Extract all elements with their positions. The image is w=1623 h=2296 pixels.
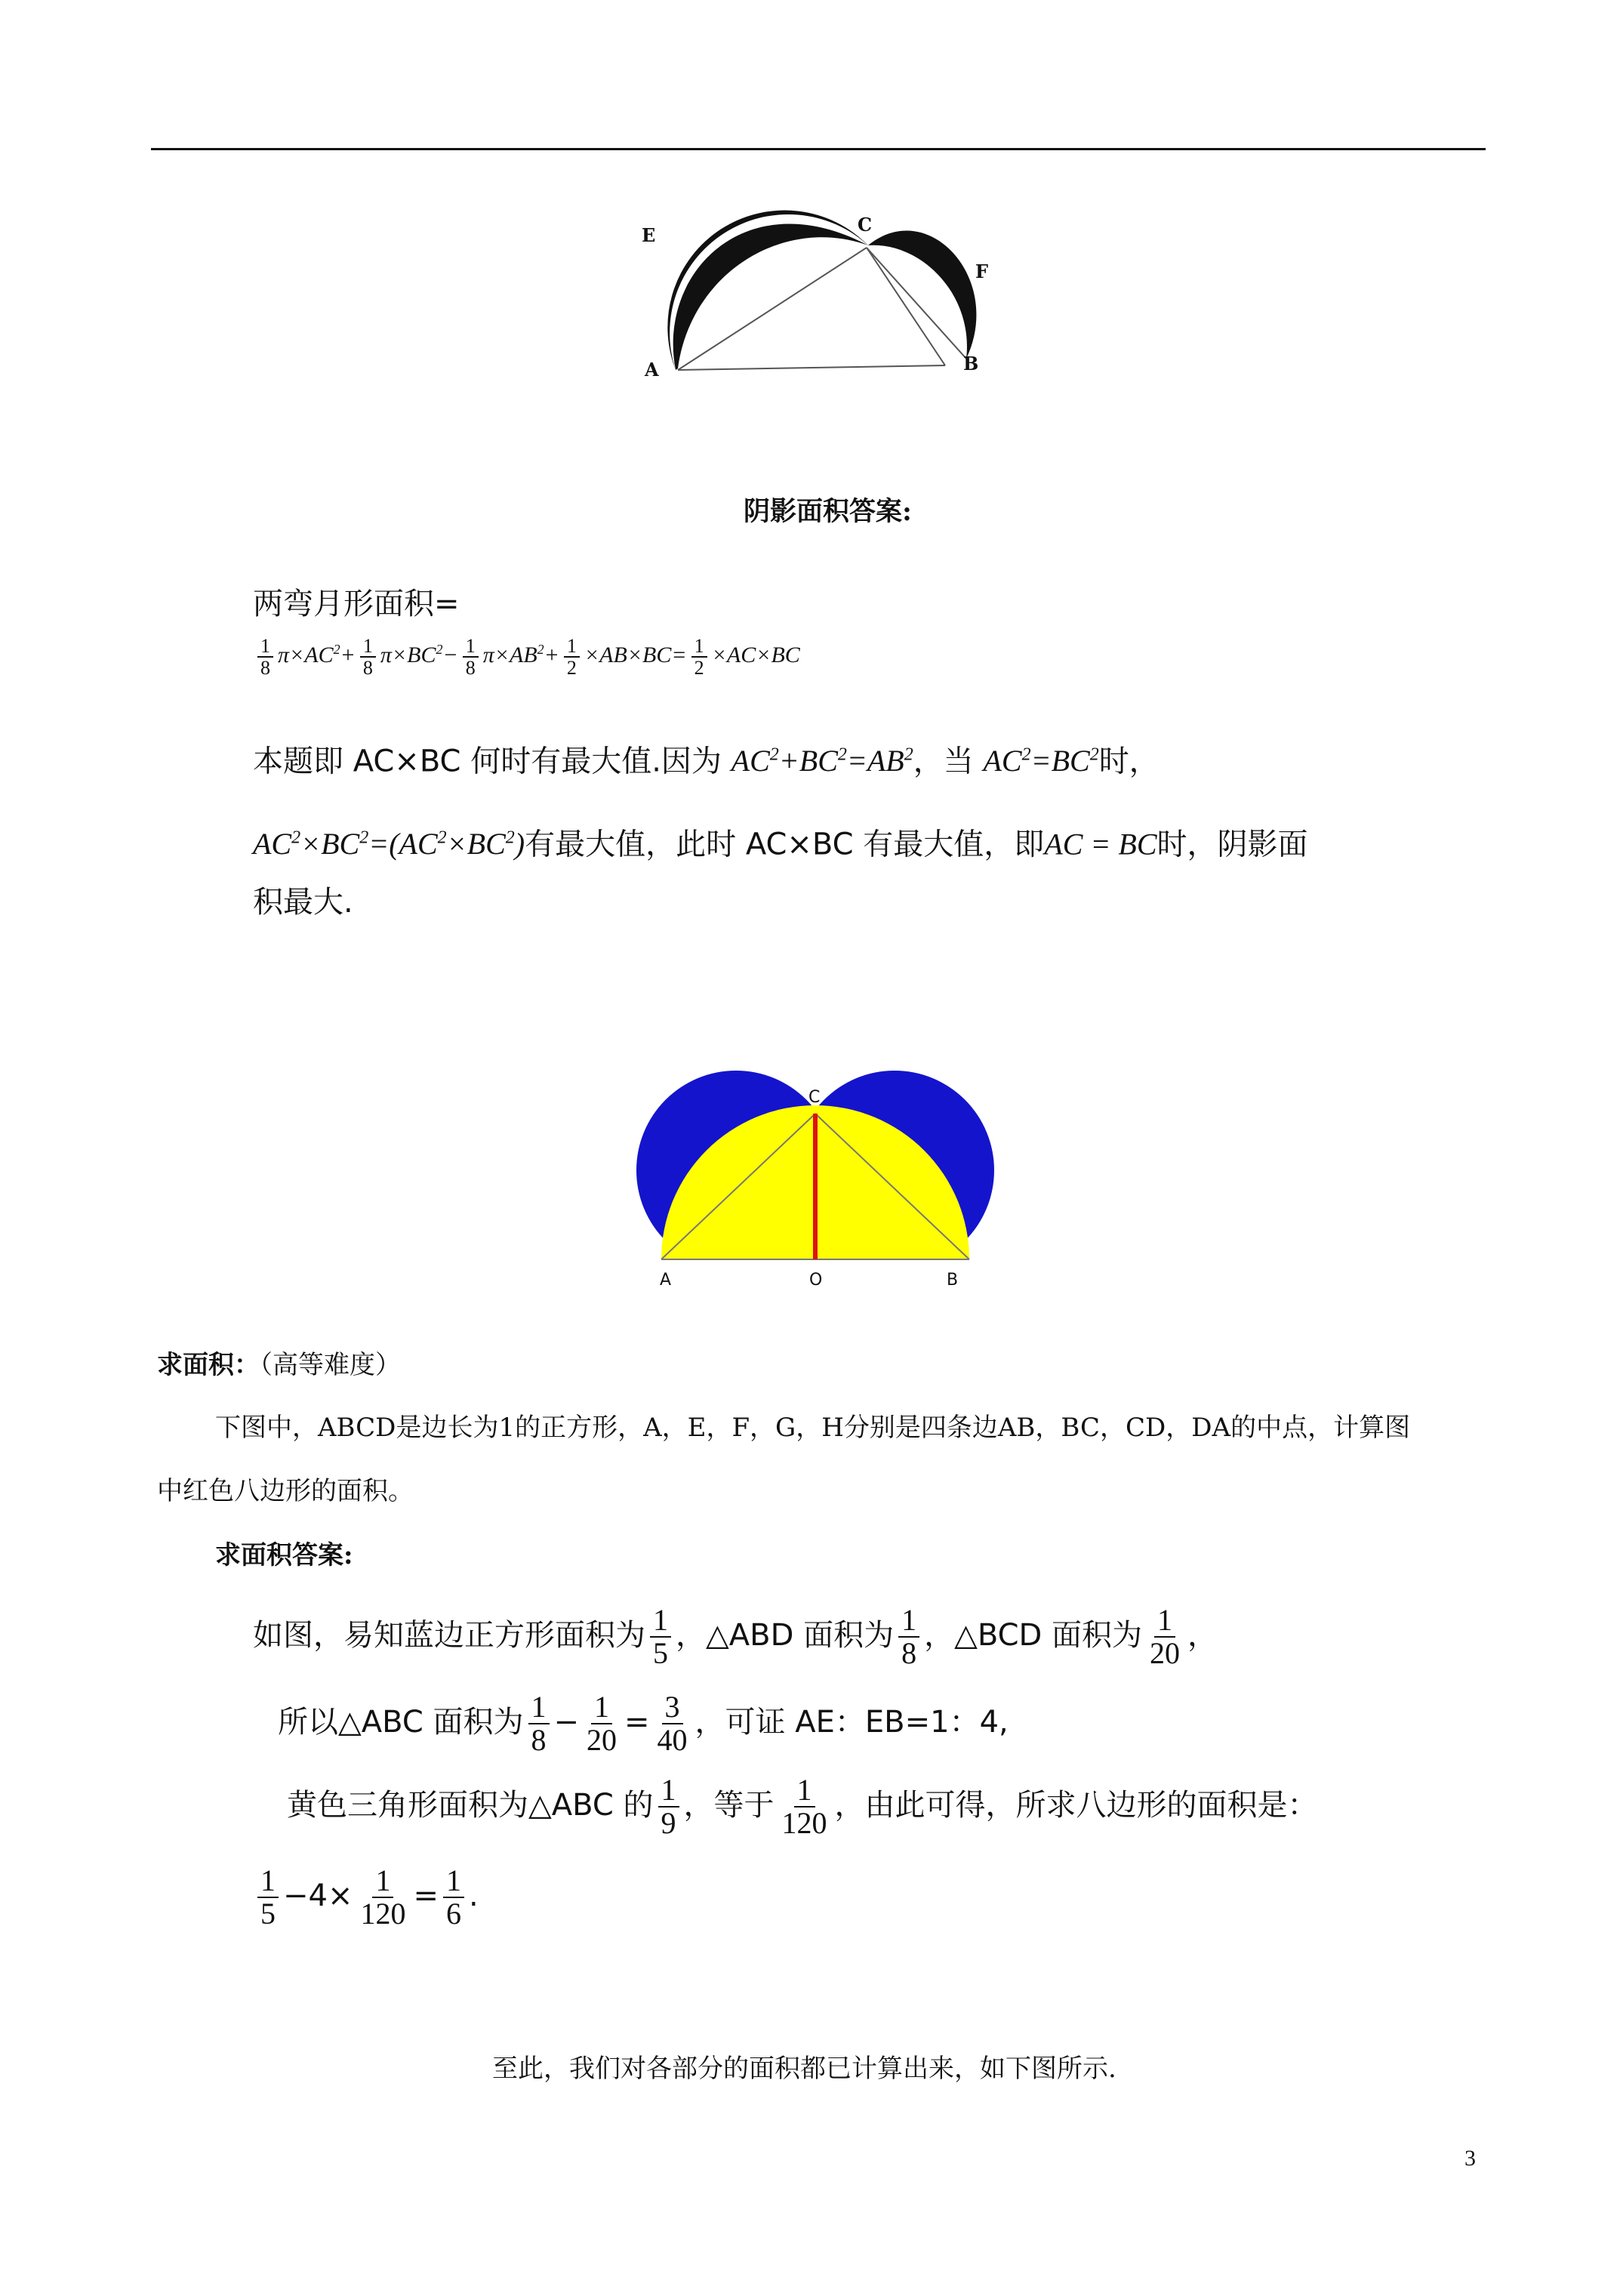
answer-heading-shadow: 阴影面积答案: bbox=[744, 496, 912, 527]
frac-1-8-d: $\frac{1}{8}$ bbox=[528, 1691, 550, 1756]
label-c: C bbox=[858, 214, 873, 236]
header-rule bbox=[151, 148, 1486, 150]
problem-heading: 求面积：（高等难度） bbox=[157, 1350, 401, 1380]
label-f: F bbox=[975, 260, 989, 282]
frac-1-8-c: $\frac{1}{8}$ bbox=[463, 636, 479, 679]
frac-1-120: $\frac{1}{120}$ bbox=[781, 1773, 827, 1840]
frac-3-40: $\frac{3}{40}$ bbox=[657, 1690, 688, 1757]
problem-line-1: 下图中，ABCD是边长为1的正方形，A，E，F，G，H分别是四条边AB，BC，CD，DA的中点，计算图 bbox=[215, 1413, 1411, 1443]
label-a: A bbox=[645, 359, 659, 381]
problem-line-2: 中红色八边形的面积。 bbox=[157, 1476, 414, 1506]
frac-1-20: $\frac{1}{20}$ bbox=[1150, 1603, 1181, 1670]
lunes-area-formula: $\frac{1}{8}$ $\pi\times AC^2+$ $\frac{1}{8}$ $\pi\times BC^2-$ $\frac{1}{8}$ $\pi\times AB^2+$ $\frac{1}{2}$ ×AB×BC= $\frac{1}{2}$ ×AC×BC bbox=[253, 627, 800, 678]
frac-1-8: $\frac{1}{8}$ bbox=[898, 1604, 919, 1669]
label-o2: O bbox=[809, 1271, 823, 1290]
answer-line-3: 黄色三角形面积为△ABC 的 $\frac{1}{9}$ ，等于 $\frac{1}{120}$ ，由此可得，所求八边形的面积是： bbox=[287, 1773, 1318, 1840]
max-condition-line: 本题即 AC×BC 何时有最大值.因为 $AC^2+BC^2=AB^2$，当 $AC^2=BC^2$时， bbox=[253, 744, 1160, 779]
frac-1-5-b: $\frac{1}{5}$ bbox=[257, 1865, 279, 1930]
max-area-conclusion: 积最大. bbox=[253, 885, 353, 920]
frac-1-20-b: $\frac{1}{20}$ bbox=[587, 1690, 617, 1757]
figure-lunes-black bbox=[634, 181, 996, 393]
frac-1-120-b: $\frac{1}{120}$ bbox=[360, 1863, 406, 1931]
frac-1-2-b: $\frac{1}{2}$ bbox=[691, 636, 707, 679]
answer-heading-area: 求面积答案: bbox=[215, 1540, 353, 1570]
closing-sentence: 至此，我们对各部分的面积都已计算出来，如下图所示. bbox=[492, 2054, 1116, 2084]
label-e: E bbox=[642, 224, 656, 246]
label-c2: C bbox=[808, 1088, 821, 1107]
frac-1-6: $\frac{1}{6}$ bbox=[443, 1865, 464, 1930]
max-value-line: $AC^2\times BC^2=(AC^2\times BC^2)$有最大值，此时 AC×BC 有最大值，即AC = BC时，阴影面 bbox=[253, 827, 1308, 862]
lunes-area-label: 两弯月形面积= bbox=[253, 587, 460, 621]
frac-1-5: $\frac{1}{5}$ bbox=[650, 1604, 671, 1669]
frac-1-8-a: $\frac{1}{8}$ bbox=[257, 636, 273, 679]
label-b: B bbox=[963, 353, 979, 374]
page-number: 3 bbox=[1464, 2146, 1476, 2171]
label-a2: A bbox=[660, 1271, 672, 1290]
answer-line-1: 如图，易知蓝边正方形面积为 $\frac{1}{5}$ ，△ABD 面积为 $\frac{1}{8}$ ，△BCD 面积为 $\frac{1}{20}$ ， bbox=[253, 1603, 1218, 1670]
frac-1-2-a: $\frac{1}{2}$ bbox=[564, 636, 580, 679]
frac-1-9: $\frac{1}{9}$ bbox=[658, 1774, 679, 1839]
frac-1-8-b: $\frac{1}{8}$ bbox=[360, 636, 376, 679]
figure-lunes-color bbox=[619, 1057, 1012, 1299]
label-b2: B bbox=[947, 1271, 959, 1290]
answer-line-2: 所以△ABC 面积为 $\frac{1}{8}$ − $\frac{1}{20}$ = $\frac{3}{40}$ ，可证 AE：EB=1：4, bbox=[278, 1690, 1009, 1757]
answer-line-4: $\frac{1}{5}$ −4× $\frac{1}{120}$ = $\frac{1}{6}$ . bbox=[253, 1865, 479, 1930]
